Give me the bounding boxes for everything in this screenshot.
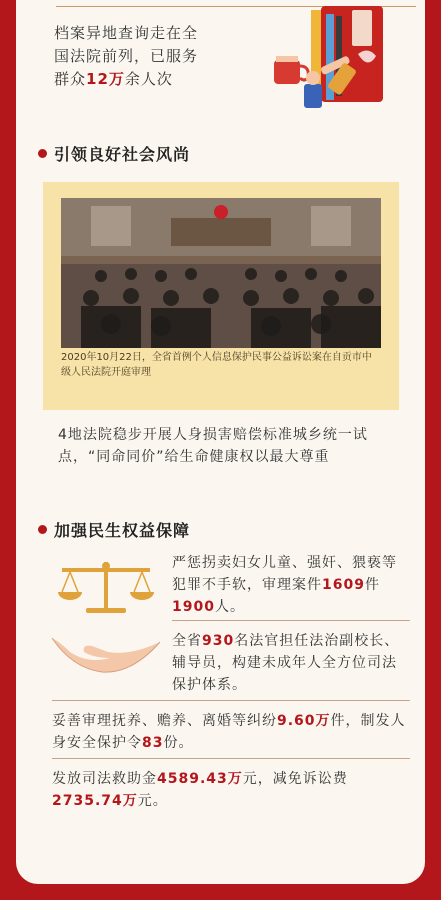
item-judicial-aid: 发放司法救助金4589.43万元，减免诉讼费2735.74万元。 — [52, 771, 348, 809]
courtroom-photo — [61, 198, 381, 348]
books-folder-icon — [266, 4, 396, 114]
intro-text — [54, 22, 244, 91]
served-count: 12万 — [86, 70, 125, 88]
bullet-dot — [38, 525, 47, 534]
section-heading-livelihood-rights: 加强民生权益保障 — [38, 518, 190, 541]
photo-frame — [43, 182, 399, 410]
item-vice-principals: 全省930名法官担任法治副校长、辅导员，构建未成年人全方位司法保护体系。 — [172, 633, 400, 693]
section-heading-social-morals: 引领良好社会风尚 — [38, 142, 190, 165]
section1-paragraph: 4地法院稳步开展人身损害赔偿标准城乡统一试点，“同命同价”给生命健康权以最大尊重 — [58, 427, 368, 465]
intro-line-2: 国法院前列，已服务 — [54, 47, 199, 65]
intro-line-1: 档案异地查询走在全 — [54, 24, 199, 42]
divider — [172, 620, 410, 621]
bullet-dot — [38, 149, 47, 158]
content-card — [16, 0, 425, 884]
item-trafficking-crimes: 严惩拐卖妇女儿童、强奸、猥亵等犯罪不手软，审理案件1609件1900人。 — [172, 555, 397, 615]
divider — [52, 758, 410, 759]
open-hand-icon — [46, 628, 166, 688]
item-family-disputes: 妥善审理抚养、赡养、离婚等纠纷9.60万件，制发人身安全保护令83份。 — [52, 713, 406, 751]
photo-caption: 2020年10月22日，全省首例个人信息保护民事公益诉讼案在自贡市中级人民法院开庭审理 — [61, 352, 372, 378]
scales-icon — [56, 558, 156, 614]
intro-line-3: 群众12万余人次 — [54, 70, 173, 88]
divider — [52, 700, 410, 701]
